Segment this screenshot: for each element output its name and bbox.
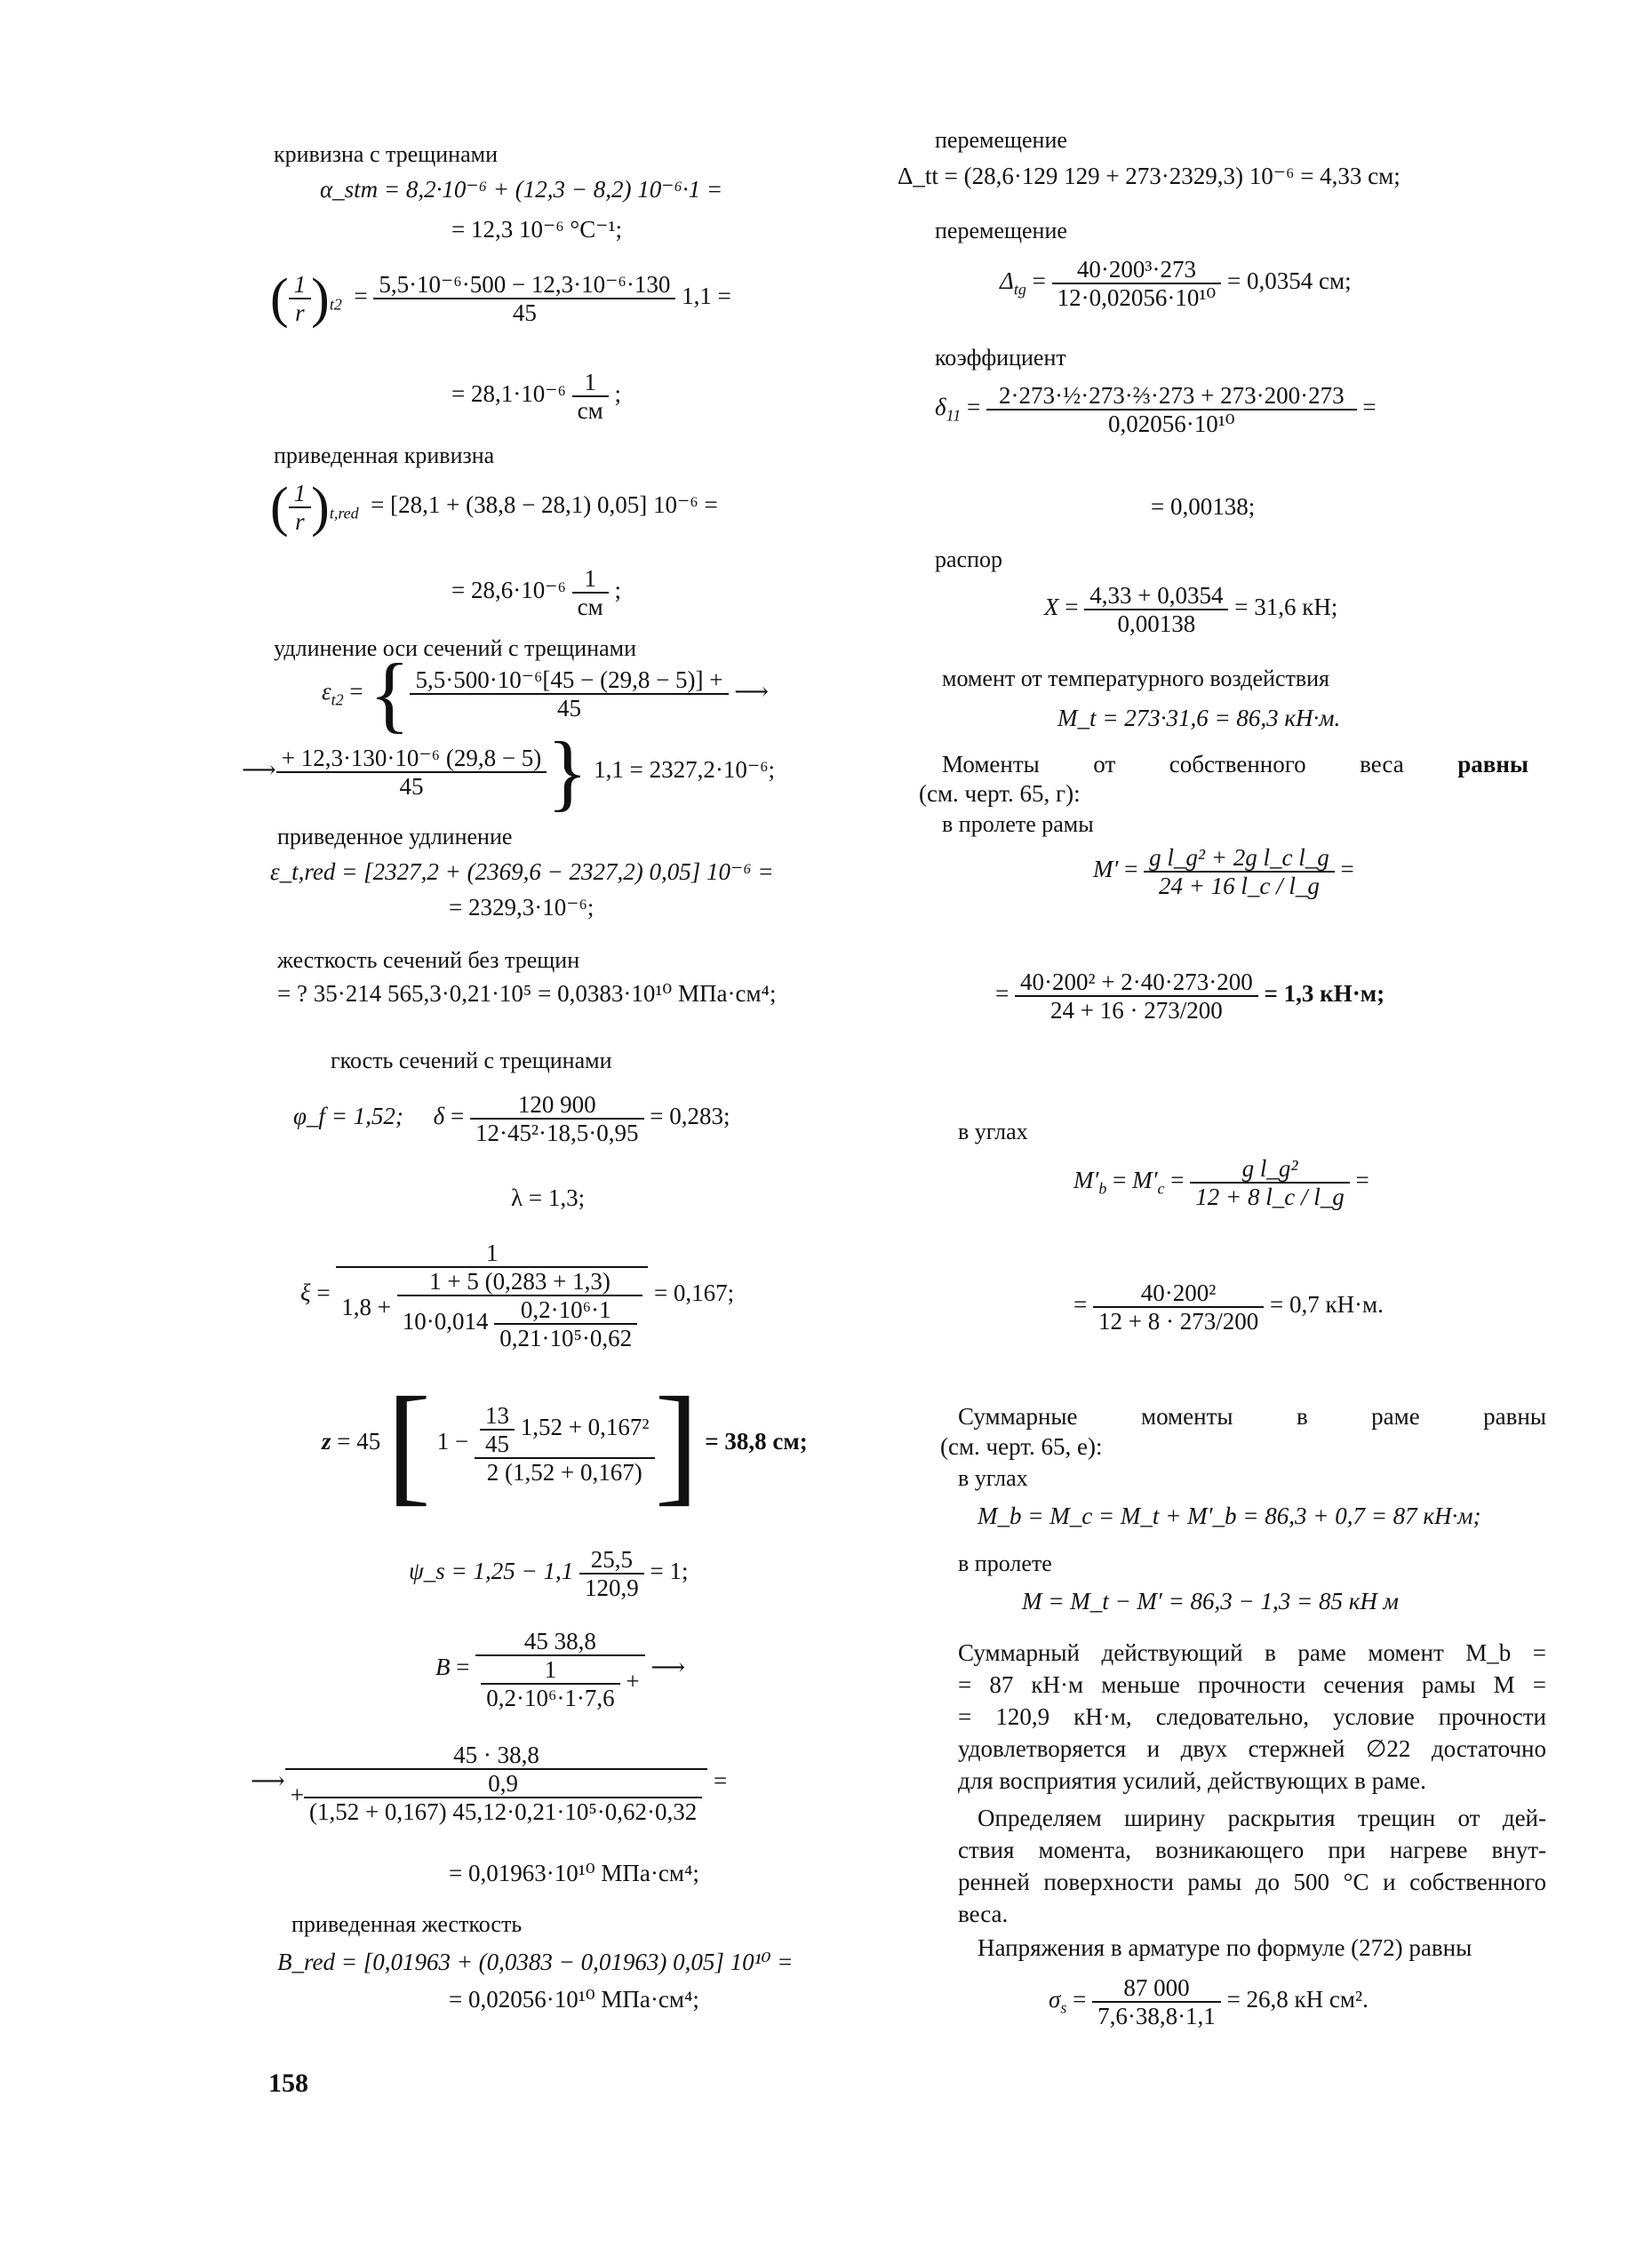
eq-curvature-result-value: = 28,1·10⁻⁶ [451, 380, 566, 408]
eq-Mb-prime-value-num: 40·200² [1093, 1279, 1264, 1308]
eq-psi-den: 120,9 [584, 1574, 639, 1601]
label-span-of-frame: в пролете рамы [942, 811, 1094, 837]
eq-stiffness-no-cracks: = ? 35·214 565,3·0,21·10⁵ = 0,0383·10¹⁰ МПа·см⁴; [277, 980, 777, 1007]
eq-B2-inner-den: (1,52 + 0,167) 45,12·0,21·10⁵·0,62·0,32 [308, 1798, 698, 1825]
eq-B2-num: 45 · 38,8 [285, 1742, 708, 1770]
paragraph-line-3: = 120,9 кН·м, следовательно, условие прочности [958, 1703, 1546, 1730]
eq-alpha-result: = 12,3 10⁻⁶ °C⁻¹; [451, 216, 623, 243]
eq-curvature-t2-num: 5,5·10⁻⁶·500 − 12,3·10⁻⁶·130 [373, 271, 675, 299]
paragraph-line-1: Суммарный действующий в раме момент M_b = [958, 1639, 1546, 1666]
eq-Mb-prime: $M'_b = M'_c$ = $\frac{\text{g l\_g²}}{12 + 8 l\_c / l\_g}$ = [1073, 1155, 1369, 1210]
eq-elongation-t2-part1: $\varepsilon_{t2}$ = { $\frac{\text{5,5·500·10⁻⁶[45 − (29,8 − 5)] +}}{45}$ ⟶ [322, 646, 769, 741]
eq-B-red-result: = 0,02056·10¹⁰ МПа·см⁴; [449, 1986, 699, 2013]
eq-thrust-X: X = $\frac{4,33 + 0,0354}{0,00138}$ = 31,6 кН; [1044, 582, 1338, 637]
eq-M-prime-value-num: 40·200² + 2·40·273·200 [1015, 969, 1258, 997]
eq-delta-num: 120 900 [470, 1091, 644, 1120]
eq-delta-11-result: = 0,00138; [1151, 493, 1256, 520]
page-number: 158 [268, 2069, 308, 2098]
eq-elongation-part2-num: + 12,3·130·10⁻⁶ (29,8 − 5) [276, 745, 547, 773]
text-see-fig-65g: (см. черт. 65, г): [919, 780, 1081, 807]
label-curvature-cracks: кривизна с трещинами [274, 141, 498, 167]
eq-reduced-curvature-result: = 28,6·10⁻⁶ 1 см ; [451, 565, 621, 620]
eq-phi-delta: φ_f = 1,52; δ = $\frac{120 900}{\text{12·45²·18,5·0,95}}$ = 0,283; [293, 1091, 730, 1146]
eq-delta-tt: Δ_tt = (28,6·129 129 + 273·2329,3) 10⁻⁶ = 4,33 см; [898, 163, 1401, 189]
eq-delta-11-den: 0,02056·10¹⁰ [1107, 411, 1235, 437]
eq-z-result: = 38,8 см; [705, 1428, 808, 1455]
eq-Mb-prime-num: g l_g² [1190, 1155, 1349, 1184]
eq-curvature-result: = 28,1·10⁻⁶ 1 см ; [451, 369, 621, 424]
eq-B-part2: ⟶ 45 · 38,8 + $\frac{0,9}{\text{(1,52 + 0,167) 45,12·0,21·10⁵·0,62·0,32}}$ = [251, 1742, 728, 1825]
label-in-corners-2: в углах [958, 1465, 1028, 1491]
eq-elongation-part2-den: 45 [399, 773, 424, 800]
paragraph-crack-width [958, 1802, 1546, 1930]
eq-reduced-elongation: ε_t,red = [2327,2 + (2369,6 − 2327,2) 0,05] 10⁻⁶ = [270, 858, 774, 885]
eq-psi-s-left: ψ_s = 1,25 − 1,1 [409, 1558, 574, 1585]
eq-B2-inner-num: 0,9 [304, 1770, 702, 1798]
text-stress-formula: Напряжения в арматуре по формуле (272) равны [978, 1934, 1472, 1961]
eq-Mb-prime-den: 12 + 8 l_c / l_g [1195, 1184, 1345, 1210]
eq-B-inner-num: 1 [481, 1656, 619, 1685]
eq-delta-result: = 0,283; [650, 1103, 730, 1130]
paragraph-check-strength [958, 1637, 1546, 1797]
eq-lambda: λ = 1,3; [511, 1184, 586, 1211]
eq-alpha-stm: α_stm = 8,2·10⁻⁶ + (12,3 − 8,2) 10⁻⁶·1 = [320, 176, 723, 203]
paragraph-line-5: для восприятия усилий, действующих в раме. [958, 1767, 1426, 1794]
eq-B-inner-den: 0,2·10⁶·1·7,6 [486, 1685, 615, 1711]
eq-Mb-prime-result: = 0,7 кН·м. [1269, 1291, 1384, 1319]
eq-reduced-curvature-value: = [28,1 + (38,8 − 28,1) 0,05] 10⁻⁶ = [371, 491, 718, 519]
eq-Mb-prime-value-den: 12 + 8 · 273/200 [1097, 1308, 1259, 1335]
eq-phi-f: φ_f = 1,52; [293, 1103, 403, 1130]
eq-reduced-elongation-result: = 2329,3·10⁻⁶; [449, 894, 595, 921]
paragraph2-line-3: ренней поверхности рамы до 500 °С и собственного [958, 1869, 1546, 1895]
eq-xi-inner2-den: 0,21·10⁵·0,62 [499, 1325, 633, 1351]
label-displacement-1: перемещение [935, 127, 1067, 153]
eq-M-prime-value: = $\frac{\text{40·200² + 2·40·273·200}}{24 + 16 \cdot 273/200}$ = 1,3 кН·м; [995, 969, 1385, 1024]
eq-reduced-curvature: ( $\frac{1}{r}$ )$_{t,red} = [28,1 + (38,8 - 28,1)$ 0,05] 10⁻⁶ = [270, 477, 718, 538]
label-coefficient: коэффициент [935, 345, 1066, 371]
label-in-corners: в углах [958, 1119, 1028, 1144]
eq-delta-tg-den: 12·0,02056·10¹⁰ [1057, 284, 1217, 311]
eq-Mb-total: M_b = M_c = M_t + M′_b = 86,3 + 0,7 = 87 кН·м; [978, 1503, 1481, 1529]
label-in-span: в пролете [958, 1551, 1052, 1576]
text-self-weight-moments-b: равны [1457, 751, 1528, 777]
eq-B-red: B_red = [0,01963 + (0,0383 − 0,01963) 0,05] 10¹⁰ = [277, 1949, 794, 1975]
eq-psi-s [409, 1546, 688, 1601]
eq-xi-result: = 0,167; [653, 1279, 735, 1307]
eq-M-prime: M′ = $\frac{\text{g l\_g² + 2g l\_c l\_g}}{24 + 16 l\_c / l\_g}$ = [1093, 844, 1354, 899]
eq-delta-tg-num: 40·200³·273 [1052, 256, 1222, 284]
eq-M-prime-value-den: 24 + 16 · 273/200 [1050, 997, 1223, 1024]
eq-z-num: 1,52 + 0,167² [520, 1414, 650, 1441]
text-total-moments-line: Суммарные моменты в раме равны [958, 1403, 1546, 1430]
label-temperature-moment: момент от температурного воздействия [942, 666, 1330, 691]
eq-delta-11: $\delta_{11}$ = $\frac{\text{2·273·½·273·⅔·273 + 273·200·273}}{\text{0,02056·10¹⁰}}$ = [935, 382, 1377, 437]
eq-elongation-part1-den: 45 [556, 695, 581, 721]
eq-xi-inner-num: 1 + 5 (0,283 + 1,3) [397, 1268, 642, 1296]
label-displacement-2: перемещение [935, 218, 1067, 243]
eq-delta-11-num: 2·273·½·273·⅔·273 + 273·200·273 [986, 382, 1357, 411]
eq-thrust-den: 0,00138 [1117, 610, 1196, 637]
eq-thrust-num: 4,33 + 0,0354 [1084, 582, 1228, 610]
eq-B-num: 45 38,8 [475, 1628, 644, 1656]
eq-sigma-result: = 26,8 кН см². [1226, 1986, 1369, 2013]
eq-delta-den: 12·45²·18,5·0,95 [475, 1120, 639, 1146]
eq-M-prime-num: g l_g² + 2g l_c l_g [1144, 844, 1335, 873]
eq-sigma-s: $\sigma_s$ = $\frac{87 000}{7,6\cdot 38,8\cdot 1,1}$ = 26,8 кН см². [1049, 1974, 1369, 2029]
eq-elongation-t2-part2: ⟶ $\frac{\text{+ 12,3·130·10⁻⁶ (29,8 − 5)}}{45}$ } 1,1 = 2327,2·10⁻⁶; [242, 724, 776, 819]
eq-B-part1: B = 45 38,8 $\frac{1}{\text{0,2·10⁶·1·7,6}}$ + ⟶ [435, 1628, 686, 1711]
text-total-moments [958, 1400, 1546, 1432]
eq-z: z = 45 [ 1 − $\frac{13}{45}$ 1,52 + 0,167² 2 (1,52 + 0,167) ] = 38,8 см; [322, 1370, 808, 1518]
label-reduced-stiffness: приведенная жесткость [291, 1911, 523, 1937]
label-thrust: распор [935, 546, 1002, 572]
text-self-weight-moments [942, 748, 1528, 780]
eq-delta-tg-result: = 0,0354 см; [1227, 267, 1352, 295]
eq-reduced-curvature-result-value: = 28,6·10⁻⁶ [451, 577, 566, 604]
eq-thrust-result: = 31,6 кН; [1234, 594, 1338, 621]
text-see-fig-65e: (см. черт. 65, е): [940, 1433, 1103, 1460]
eq-curvature-t2-den: 45 [512, 299, 537, 326]
eq-sigma-num: 87 000 [1092, 1974, 1221, 2003]
text-self-weight-moments-a: Моменты от собственного веса [942, 751, 1404, 777]
label-axis-elongation: удлинение оси сечений с трещинами [274, 635, 637, 661]
eq-xi-inner2-num: 0,2·10⁶·1 [494, 1296, 637, 1325]
eq-M-prime-den: 24 + 16 l_c / l_g [1158, 873, 1320, 899]
eq-B-result: = 0,01963·10¹⁰ МПа·см⁴; [449, 1860, 699, 1886]
eq-delta-tg: $\Delta_{tg}$ = $\frac{\text{40·200³·273}}{\text{12·0,02056·10¹⁰}}$ = 0,0354 см; [1000, 256, 1352, 311]
eq-M-total: M = M_t − M′ = 86,3 − 1,3 = 85 кН м [1022, 1588, 1399, 1614]
eq-xi-num: 1 [336, 1240, 648, 1268]
eq-z-den: 2 (1,52 + 0,167) [486, 1459, 642, 1486]
label-reduced-curvature: приведенная кривизна [274, 442, 495, 468]
eq-elongation-part1-num: 5,5·500·10⁻⁶[45 − (29,8 − 5)] + [410, 666, 728, 695]
eq-Mb-prime-value: = $\frac{\text{40·200²}}{12 + 8 \cdot 273/200}$ = 0,7 кН·м. [1073, 1279, 1384, 1335]
eq-curvature-t2: ( $\frac{1}{r}$ )$_{t2}$ = $\frac{\text{5,5·10⁻⁶·500 − 12,3·10⁻⁶·130}}{45}$ 1,1 = [270, 268, 731, 329]
label-stiffness-no-cracks: жесткость сечений без трещин [277, 947, 580, 973]
paragraph2-line-2: ствия момента, возникающего при нагреве внут- [958, 1837, 1546, 1863]
eq-psi-result: = 1; [650, 1558, 689, 1585]
label-stiffness-cracks: гкость сечений с трещинами [331, 1048, 612, 1073]
paragraph2-line-4: веса. [958, 1901, 1009, 1927]
paragraph-line-2: = 87 кН·м меньше прочности сечения рамы M = [958, 1671, 1546, 1698]
eq-M-t: M_t = 273·31,6 = 86,3 кН·м. [1057, 705, 1341, 731]
label-reduced-elongation: приведенное удлинение [277, 824, 513, 849]
eq-sigma-den: 7,6·38,8·1,1 [1097, 2003, 1216, 2029]
eq-psi-num: 25,5 [579, 1546, 644, 1574]
eq-elongation-result: 1,1 = 2327,2·10⁻⁶; [594, 756, 776, 784]
eq-M-prime-result: = 1,3 кН·м; [1264, 980, 1385, 1008]
eq-xi: ξ = 1 1,8 + 1 + 5 (0,283 + 1,3) 10·0,014 $\frac{\text{0,2·10⁶·1}}{\text{0,21·10⁵·0,62}}$ = 0,167; [300, 1240, 735, 1351]
paragraph2-line-1: Определяем ширину раскрытия трещин от дей- [978, 1805, 1546, 1831]
paragraph-line-4: удовлетворяется и двух стержней ∅22 достаточно [958, 1735, 1546, 1762]
